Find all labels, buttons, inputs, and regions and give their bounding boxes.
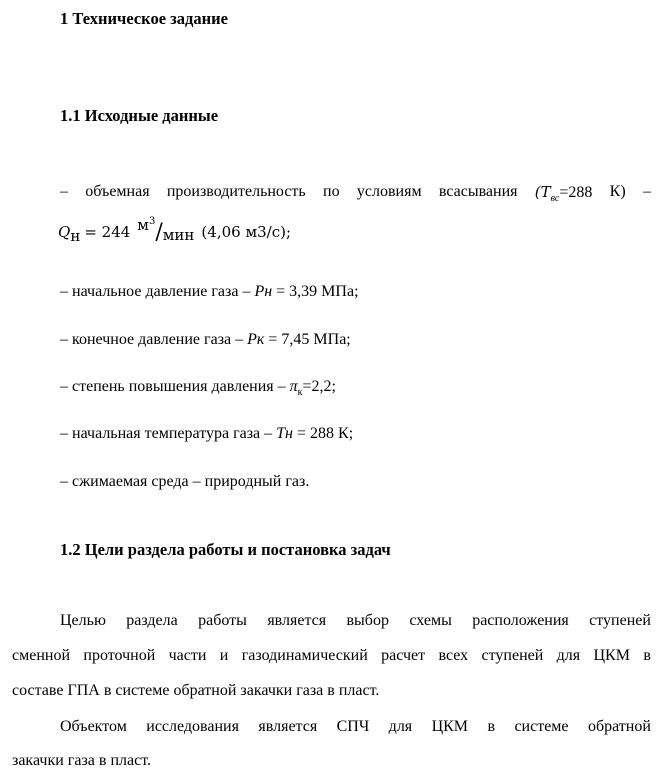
heading-1-2: 1.2 Цели раздела работы и постановка задач xyxy=(60,540,391,559)
word: СПЧ xyxy=(336,718,370,735)
word: производительность xyxy=(166,183,306,200)
item-medium: – сжимаемая среда – природный газ. xyxy=(60,473,310,490)
paragraph-1-line3: составе ГПА в системе обратной закачки газа в пласт. xyxy=(12,682,380,699)
word: ступеней xyxy=(481,647,544,664)
word: газодинамический xyxy=(241,647,368,664)
flow-value-alt: (4,06 м3/с); xyxy=(201,223,292,241)
item-initial-pressure: – начальное давление газа – Рн = 3,39 МПа; xyxy=(60,283,359,300)
word: всех xyxy=(438,647,469,664)
word: ЦКМ xyxy=(593,647,630,664)
heading-1-1: 1.1 Исходные данные xyxy=(60,106,219,125)
word: для xyxy=(388,718,413,735)
word: работы xyxy=(198,612,247,629)
word: – xyxy=(60,183,68,200)
flow-value: = 244 xyxy=(84,223,131,241)
word: является xyxy=(267,612,327,629)
word: для xyxy=(556,647,581,664)
word: выбор xyxy=(346,612,389,629)
suction-temp: ($T_{вс}=288$ xyxy=(534,183,593,205)
item-pressure-ratio: – степень повышения давления – $\pi_к=2,2$; xyxy=(60,378,336,399)
flow-unit: $м^3$/мин xyxy=(137,216,195,245)
item-flow-rate-line1 xyxy=(60,182,651,203)
word: раздела xyxy=(126,612,178,629)
word: исследования xyxy=(146,718,239,735)
word: – xyxy=(642,183,651,200)
word: обратной xyxy=(587,718,651,735)
item-initial-temperature: – начальная температура газа – Тн = 288 К; xyxy=(60,425,354,442)
word: схемы xyxy=(409,612,452,629)
word: Объектом xyxy=(60,718,127,735)
paragraph-1-line1 xyxy=(60,611,651,631)
word: объемная xyxy=(85,183,150,200)
word: всасывания xyxy=(438,183,518,200)
heading-1: 1 Техническое задание xyxy=(60,9,228,28)
word: расчет xyxy=(381,647,426,664)
word: в xyxy=(643,647,651,664)
word: является xyxy=(258,718,318,735)
paragraph-1-line2 xyxy=(12,646,651,666)
paragraph-2-line1 xyxy=(60,717,651,737)
word: части xyxy=(168,647,207,664)
word: Целью xyxy=(60,612,106,629)
word: системе xyxy=(514,718,569,735)
paragraph-2-line2: закачки газа в пласт. xyxy=(12,752,151,769)
flow-symbol: Q xyxy=(58,223,71,241)
word: и xyxy=(219,647,229,664)
word: условиям xyxy=(356,183,422,200)
word: К) xyxy=(609,183,626,200)
word: ступеней xyxy=(589,612,651,629)
word: по xyxy=(323,183,340,200)
item-final-pressure: – конечное давление газа – Рк = 7,45 МПа; xyxy=(60,331,351,348)
word: ЦКМ xyxy=(431,718,469,735)
word: в xyxy=(487,718,496,735)
item-flow-rate-line2: $Q_н = 244$ $м^3$/мин (4,06 м3/с); xyxy=(58,216,292,246)
word: проточной xyxy=(83,647,156,664)
word: сменной xyxy=(12,647,71,664)
word: расположения xyxy=(472,612,569,629)
